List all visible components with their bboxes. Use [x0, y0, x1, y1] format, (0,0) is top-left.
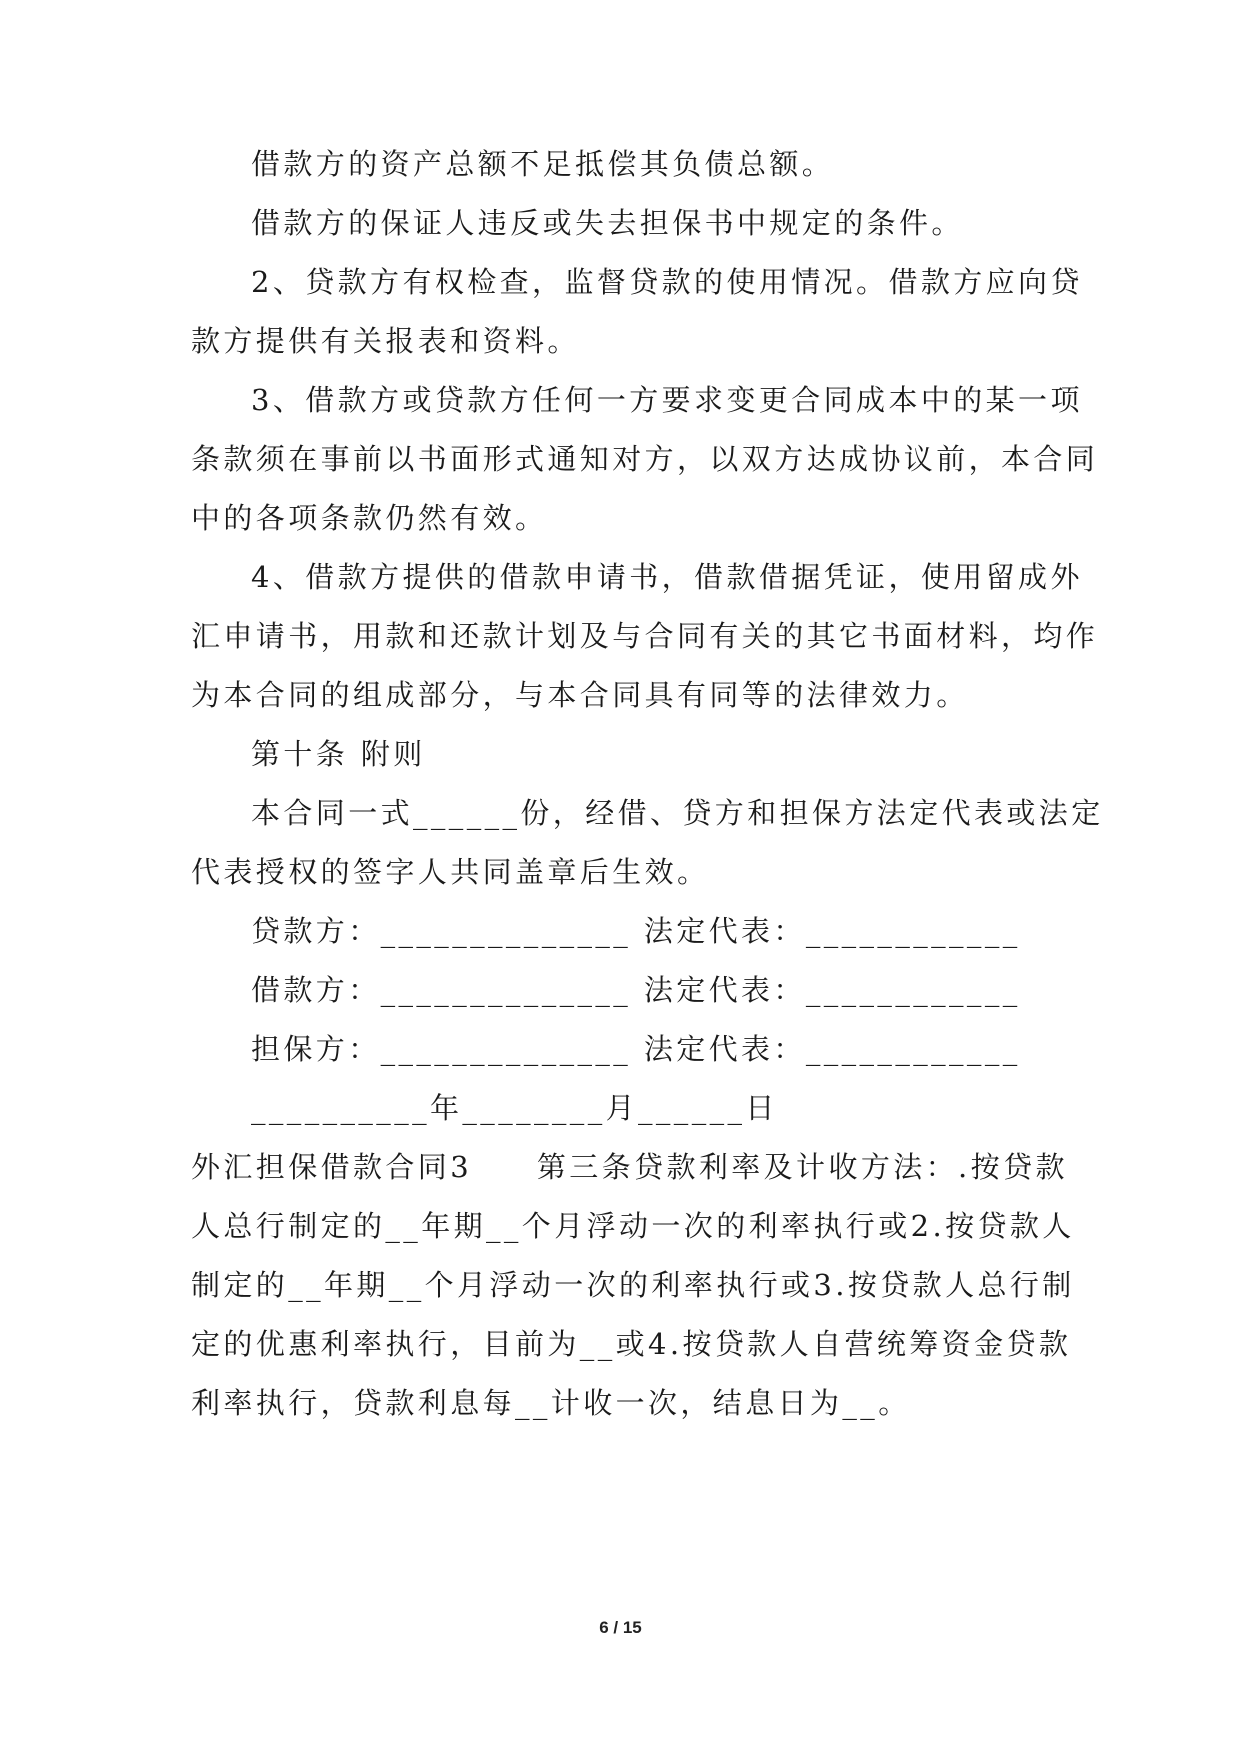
signature-line-lender: 贷款方：______________ 法定代表：____________ — [251, 914, 1021, 948]
text-line-22: 利率执行，贷款利息每__计收一次，结息日为__。 — [191, 1386, 911, 1420]
text-line-3: 2、贷款方有权检查，监督贷款的使用情况。借款方应向贷 — [251, 265, 1083, 299]
text-line-18: 外汇担保借款合同3 第三条贷款利率及计收方法：.按贷款 — [191, 1150, 1068, 1184]
text-line-21: 定的优惠利率执行，目前为__或4.按贷款人自营统筹资金贷款 — [191, 1327, 1072, 1361]
text-line-7: 中的各项条款仍然有效。 — [191, 501, 548, 535]
text-line-20: 制定的__年期__个月浮动一次的利率执行或3.按贷款人总行制 — [191, 1268, 1075, 1302]
text-line-12: 本合同一式______份，经借、贷方和担保方法定代表或法定 — [251, 796, 1104, 830]
signature-line-guarantor: 担保方：______________ 法定代表：____________ — [251, 1032, 1021, 1066]
date-line: __________年________月______日 — [251, 1091, 778, 1125]
text-line-2: 借款方的保证人违反或失去担保书中规定的条件。 — [251, 206, 964, 240]
text-line-19: 人总行制定的__年期__个月浮动一次的利率执行或2.按贷款人 — [191, 1209, 1075, 1243]
signature-line-borrower: 借款方：______________ 法定代表：____________ — [251, 973, 1021, 1007]
text-line-13: 代表授权的签字人共同盖章后生效。 — [191, 855, 710, 889]
text-line-8: 4、借款方提供的借款申请书，借款借据凭证，使用留成外 — [251, 560, 1083, 594]
text-line-5: 3、借款方或贷款方任何一方要求变更合同成本中的某一项 — [251, 383, 1083, 417]
text-line-9: 汇申请书，用款和还款计划及与合同有关的其它书面材料，均作 — [191, 619, 1099, 653]
text-line-6: 条款须在事前以书面形式通知对方，以双方达成协议前，本合同 — [191, 442, 1099, 476]
page-number: 6 / 15 — [599, 1618, 642, 1637]
text-line-10: 为本合同的组成部分，与本合同具有同等的法律效力。 — [191, 678, 969, 712]
text-line-4: 款方提供有关报表和资料。 — [191, 324, 580, 358]
section-heading: 第十条 附则 — [251, 737, 426, 771]
text-line-1: 借款方的资产总额不足抵偿其负债总额。 — [251, 147, 835, 181]
